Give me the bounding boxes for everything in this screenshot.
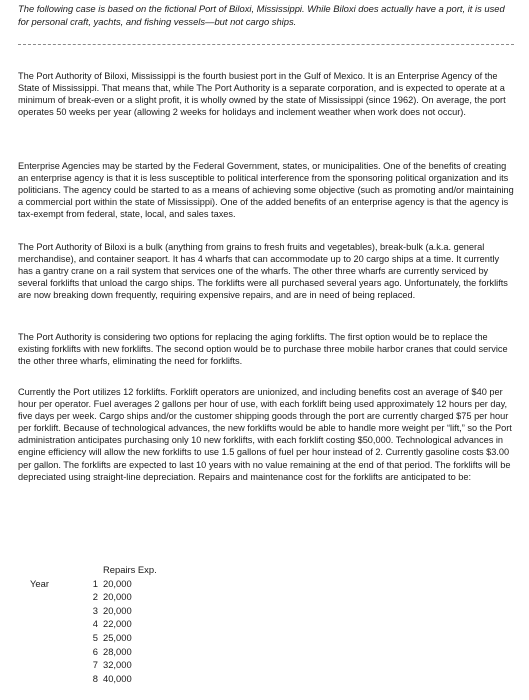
repair-amount: 20,000	[103, 591, 132, 603]
table-row	[30, 604, 190, 618]
paragraph-replacement-options: The Port Authority is considering two options for replacing the aging forklifts. The first option would be to replace the existing forklifts with new forklifts. The second option would be to purchase three mobile harbor cranes that could service the other three wharfs, eliminating the need for forklifts.	[18, 332, 508, 367]
section-divider	[18, 44, 514, 45]
year-number: 3	[92, 604, 98, 616]
repair-amount: 40,000	[103, 672, 132, 684]
table-row	[30, 672, 190, 686]
year-number: 4	[92, 618, 98, 630]
table-row	[30, 631, 190, 645]
repair-amount: 32,000	[103, 659, 132, 671]
year-number: 8	[92, 672, 98, 684]
year-number: 6	[92, 645, 98, 657]
year-number: 5	[92, 632, 98, 643]
repair-amount: 28,000	[103, 645, 132, 657]
paragraph-port-description: The Port Authority of Biloxi is a bulk (anything from grains to fresh fruits and vegetables), break-bulk (a.k.a. general merchandise), and container seaport. It has 4 wharfs that can accommodate up to 20 cargo ships at a time. It currently has a gantry crane on a rail system that services one of the wharfs. The other three wharfs are currently serviced by several forklifts that unload the cargo ships. The forklifts were all purchased several years ago. Unfortunately, the forklifts are now breaking down frequently, requiring expensive repairs, and are in need of being replaced.	[18, 242, 508, 301]
case-intro-note: The following case is based on the fictional Port of Biloxi, Mississippi. While Biloxi does actually have a port, it is used for personal craft, yachts, and fishing vessels—but not cargo ships.	[18, 3, 505, 27]
table-row	[30, 590, 190, 604]
paragraph-forklift-costs: Currently the Port utilizes 12 forklifts. Forklift operators are unionized, and including benefits cost an average of $40 per hour per operator. Fuel averages 2 gallons per hour of use, with each forklift being used approximately 12 hours per day, five days per week. Cargo ships and/or the customer shipping goods through the port are currently charged $75 per hour per forklift. Because of technological advances, the new forklifts would be able to handle more weight per “lift,” so the Port administration anticipates purchasing only 10 new forklifts, with each forklift costing $50,000. Technological advances in engine efficiency will allow the new forklifts to use 1.5 gallons of fuel per hour instead of 2. Currently gasoline costs $3.00 per gallon. The forklifts are expected to last 10 years with no value remaining at the end of that period. The forklifts will be depreciated using straight-line depreciation. Repairs and maintenance cost for the forklifts are anticipated to be:	[18, 387, 512, 482]
repairs-header: Repairs Exp.	[103, 564, 157, 575]
paragraph-enterprise-agencies: Enterprise Agencies may be started by the Federal Government, states, or municipalities. One of the benefits of creating an enterprise agency is that it is less susceptible to political interference from the sponsoring political organization and its politicians. The agency could be started to as a means of achieving some objective (such as promoting and/or maintaining a commercial port within the state of Mississippi). One of the added benefits of an enterprise agency is that the agency is tax-exempt from federal, state, local, and sales taxes.	[18, 161, 514, 220]
year-number: 1	[92, 577, 98, 589]
paragraph-port-authority: The Port Authority of Biloxi, Mississippi is the fourth busiest port in the Gulf of Mexico. It is an Enterprise Agency of the State of Mississippi. That means that, while The Port Authority is a separate corporation, and is expected to operate at a minimum of break-even or a slight profit, it is wholly owned by the state of Mississippi (since 1962). On average, the port operates 50 weeks per year (allowing 2 weeks for holidays and inclement weather when work does not occur).	[18, 71, 506, 118]
repair-amount: 20,000	[103, 577, 132, 589]
table-row	[30, 645, 190, 659]
repair-amount: 25,000	[103, 632, 132, 643]
year-number: 7	[92, 659, 98, 671]
table-row	[30, 577, 190, 591]
repair-amount: 22,000	[103, 618, 132, 630]
table-row	[30, 658, 190, 672]
year-number: 2	[92, 591, 98, 603]
repair-amount: 20,000	[103, 604, 132, 616]
table-row	[30, 617, 190, 631]
year-label: Year	[30, 577, 49, 589]
